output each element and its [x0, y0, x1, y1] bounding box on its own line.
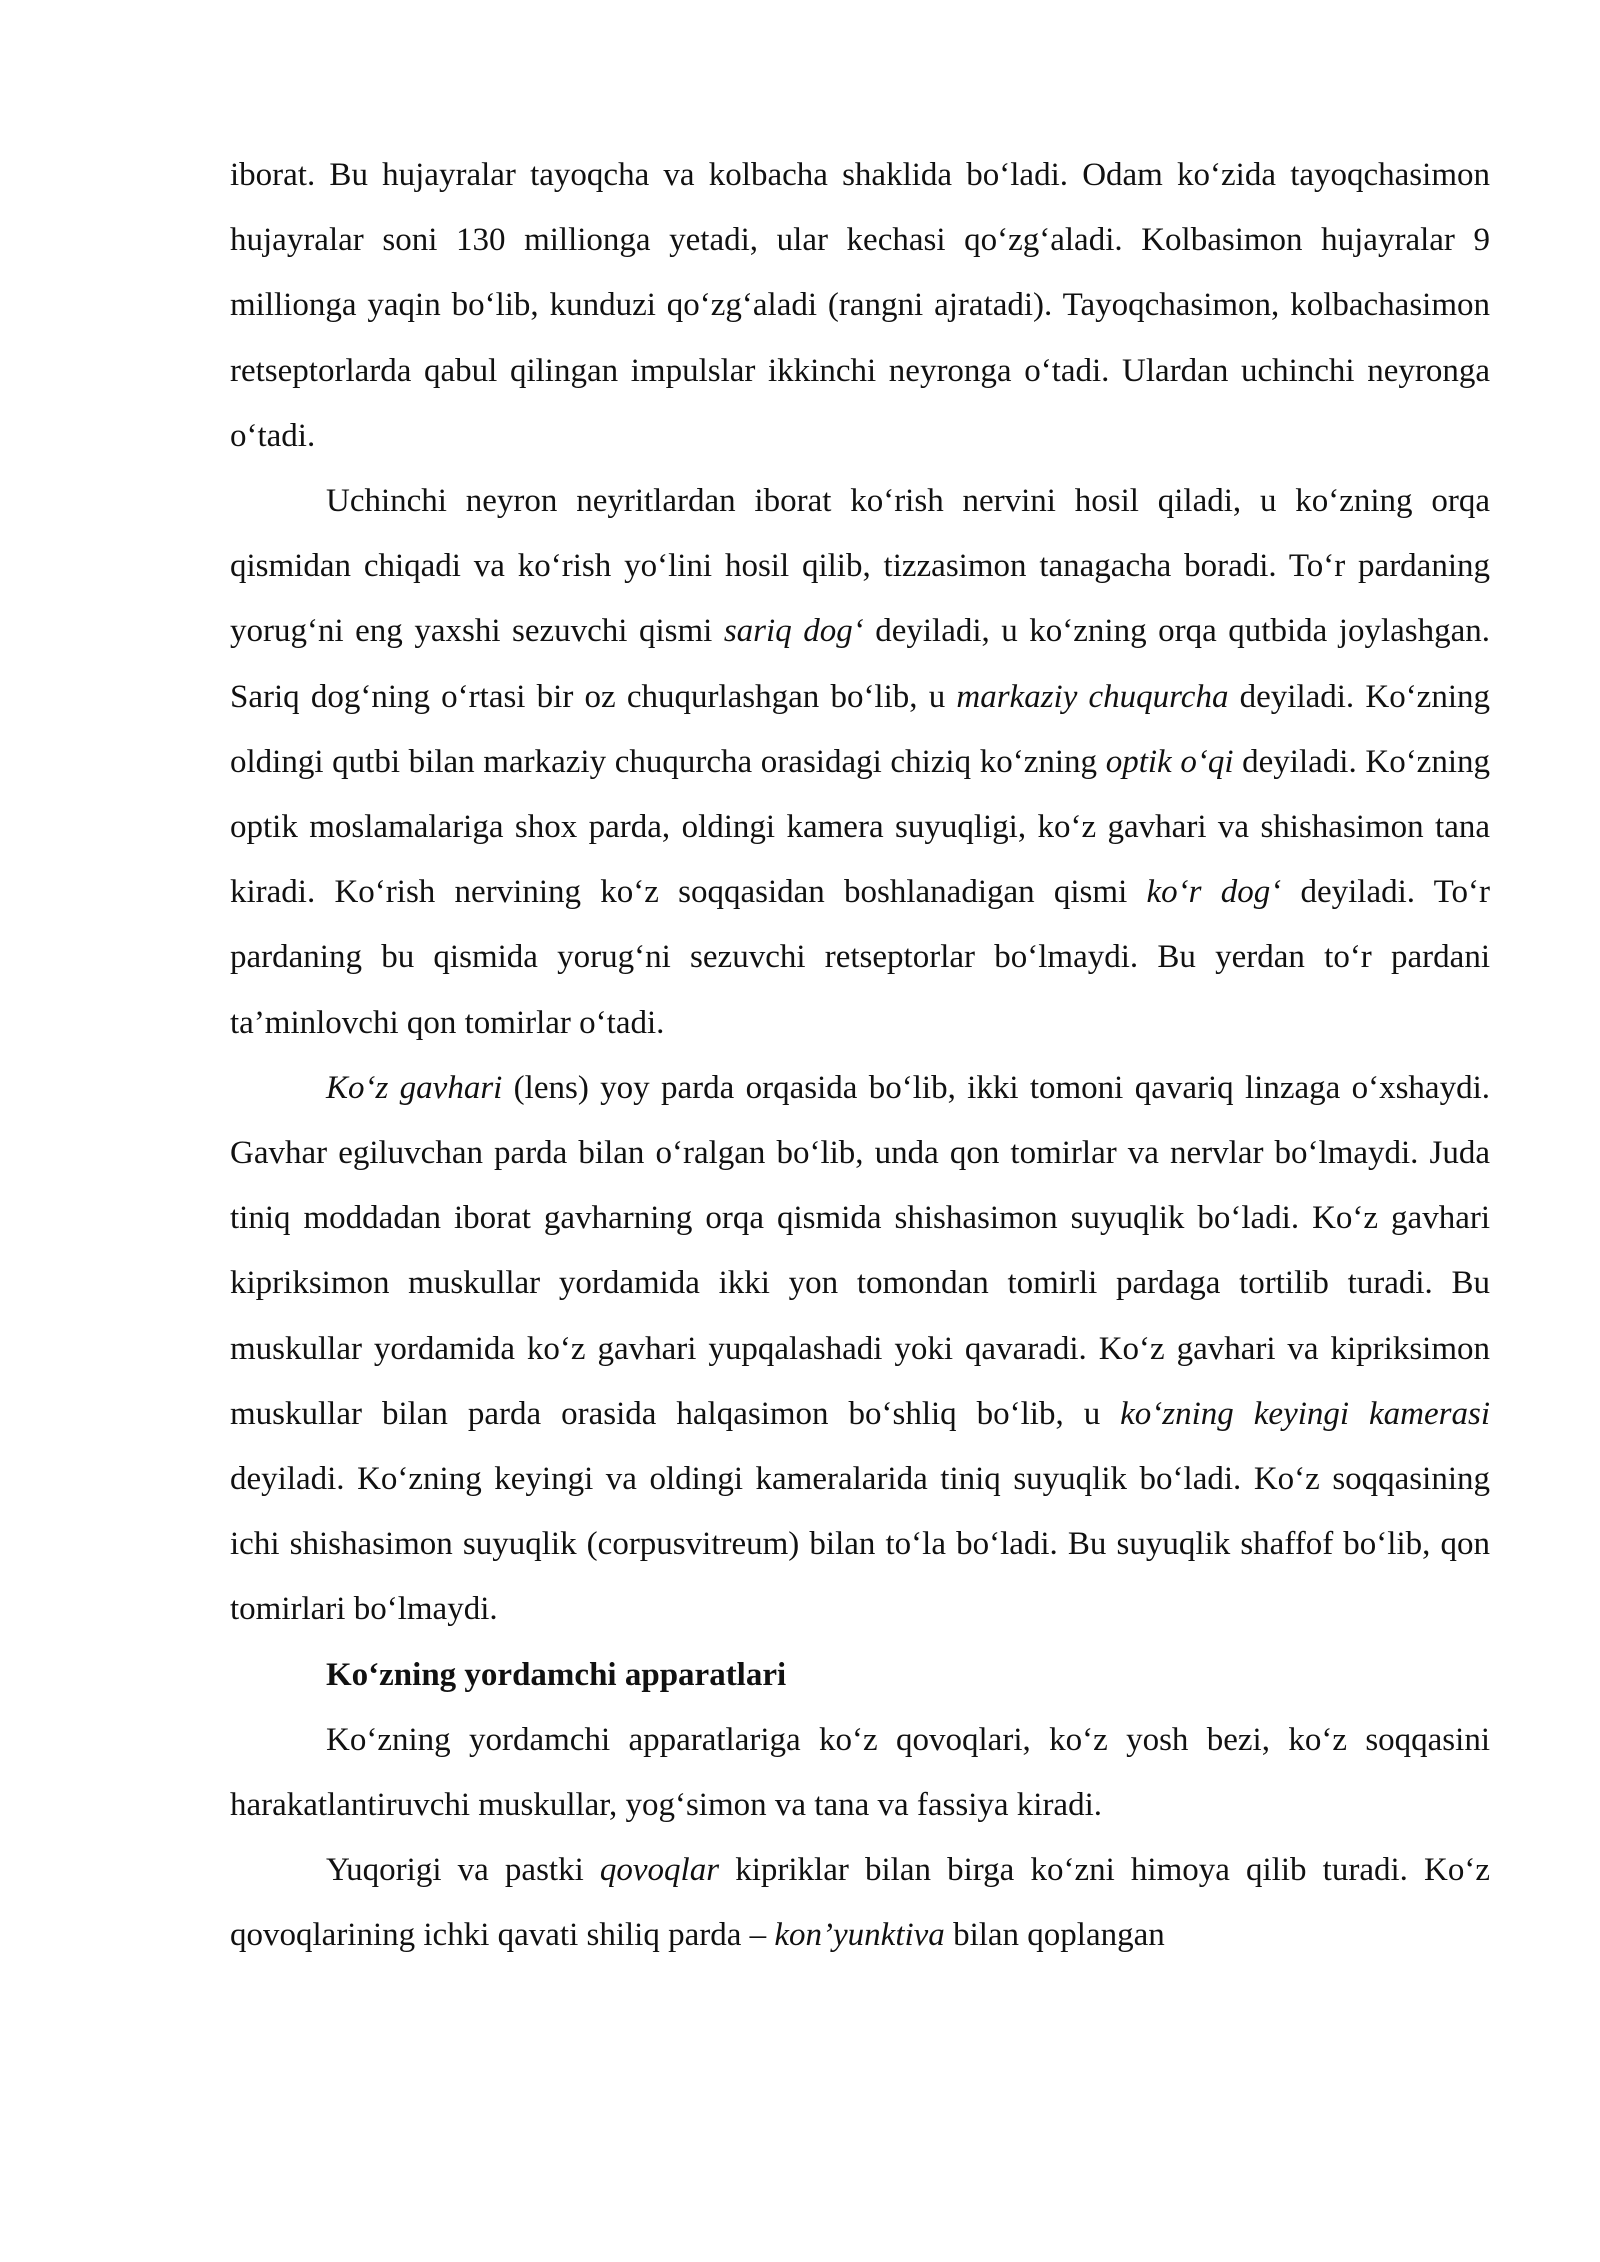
term-sariq-dog: sariq dogʻ	[723, 613, 864, 650]
term-optik-oqi: optik oʻqi	[1105, 743, 1234, 780]
term-keyingi-kamera: koʻzning keyingi kamerasi	[1120, 1395, 1490, 1432]
term-qovoqlar: qovoqlar	[599, 1852, 720, 1889]
paragraph-1-text: iborat. Bu hujayralar tayoqcha va kolbacha shaklida boʻladi. Odam koʻzida tayoqchasimon hujayralar soni 130 millionga yetadi, ular kechasi qoʻzgʻaladi. Kolbasimon hujayralar 9 millionga yaqin boʻlib, kunduzi qoʻzgʻaladi (rangni ajratadi). Tayoqchasimon, kolbachasimon retseptorlarda qabul qilingan impulslar ikkinchi neyronga oʻtadi. Ulardan uchinchi neyronga oʻtadi.	[230, 157, 1490, 454]
term-konyunktiva: kon’yunktiva	[774, 1917, 945, 1954]
paragraph-3-text-2: deyiladi. Koʻzning keyingi va oldingi kameralarida tiniq suyuqlik boʻladi. Koʻz soqqasining ichi shishasimon suyuqlik (corpusvitreum) bilan toʻla boʻladi. Bu suyuqlik shaffof boʻlib, qon tomirlari boʻlmaydi.	[230, 1461, 1490, 1628]
paragraph-3-text-1: (lens) yoy parda orqasida boʻlib, ikki tomoni qavariq linzaga oʻxshaydi. Gavhar egiluvchan parda bilan oʻralgan boʻlib, unda qon tomirlar va nervlar boʻlmaydi. Juda tiniq moddadan iborat gavharning orqa qismida shishasimon suyuqlik boʻladi. Koʻz gavhari kipriksimon muskullar yordamida ikki yon tomondan tomirli pardaga tortilib turadi. Bu muskullar yordamida koʻz gavhari yupqalashadi yoki qavaradi. Koʻz gavhari va kipriksimon muskullar bilan parda orasida halqasimon boʻshliq boʻlib, u	[230, 1069, 1490, 1432]
paragraph-2-text-3: deyiladi. Koʻzning oldingi qutbi bilan markaziy chuqurcha orasidagi chiziq koʻzning	[230, 678, 1490, 780]
paragraph-2-text-5: deyiladi. Toʻr pardaning bu qismida yorugʻni sezuvchi retseptorlar boʻlmaydi. Bu yerdan toʻr pardani ta’minlovchi qon tomirlar oʻtadi.	[230, 874, 1490, 1041]
paragraph-2-text-2: deyiladi, u koʻzning orqa qutbida joylashgan. Sariq dogʻning oʻrtasi bir oz chuqurlashgan boʻlib, u	[230, 613, 1490, 715]
paragraph-2-text-4: deyiladi. Koʻzning optik moslamalariga shox parda, oldingi kamera suyuqligi, koʻz gavhari va shishasimon tana kiradi. Koʻrish nervining koʻz soqqasidan boshlanadigan qismi	[230, 743, 1491, 911]
paragraph-5-text-1: Yuqorigi va pastki	[326, 1852, 600, 1889]
term-markaziy-chuqurcha: markaziy chuqurcha	[956, 678, 1229, 715]
paragraph-5-text-3: bilan qoplangan	[944, 1917, 1165, 1954]
term-kor-dog: koʻr dogʻ	[1146, 874, 1282, 911]
document-page	[230, 143, 1490, 1969]
paragraph-2	[230, 469, 1490, 1056]
term-koz-gavhari: Koʻz gavhari	[326, 1069, 503, 1106]
paragraph-5	[230, 1838, 1490, 1968]
paragraph-3	[230, 1056, 1490, 1643]
paragraph-1	[230, 143, 1490, 469]
paragraph-5-text-2: kipriklar bilan birga koʻzni himoya qilib turadi. Koʻz qovoqlarining ichki qavati shiliq parda –	[230, 1852, 1490, 1954]
section-heading: Koʻzning yordamchi apparatlari	[326, 1656, 787, 1693]
paragraph-2-text-1: Uchinchi neyron neyritlardan iborat koʻrish nervini hosil qiladi, u koʻzning orqa qismidan chiqadi va koʻrish yoʻlini hosil qilib, tizzasimon tanagacha boradi. Toʻr pardaning yorugʻni eng yaxshi sezuvchi qismi	[230, 483, 1490, 650]
paragraph-4	[230, 1708, 1490, 1838]
paragraph-4-text: Koʻzning yordamchi apparatlariga koʻz qovoqlari, koʻz yosh bezi, koʻz soqqasini harakatlantiruvchi muskullar, yogʻsimon va tana va fassiya kiradi.	[230, 1721, 1490, 1824]
